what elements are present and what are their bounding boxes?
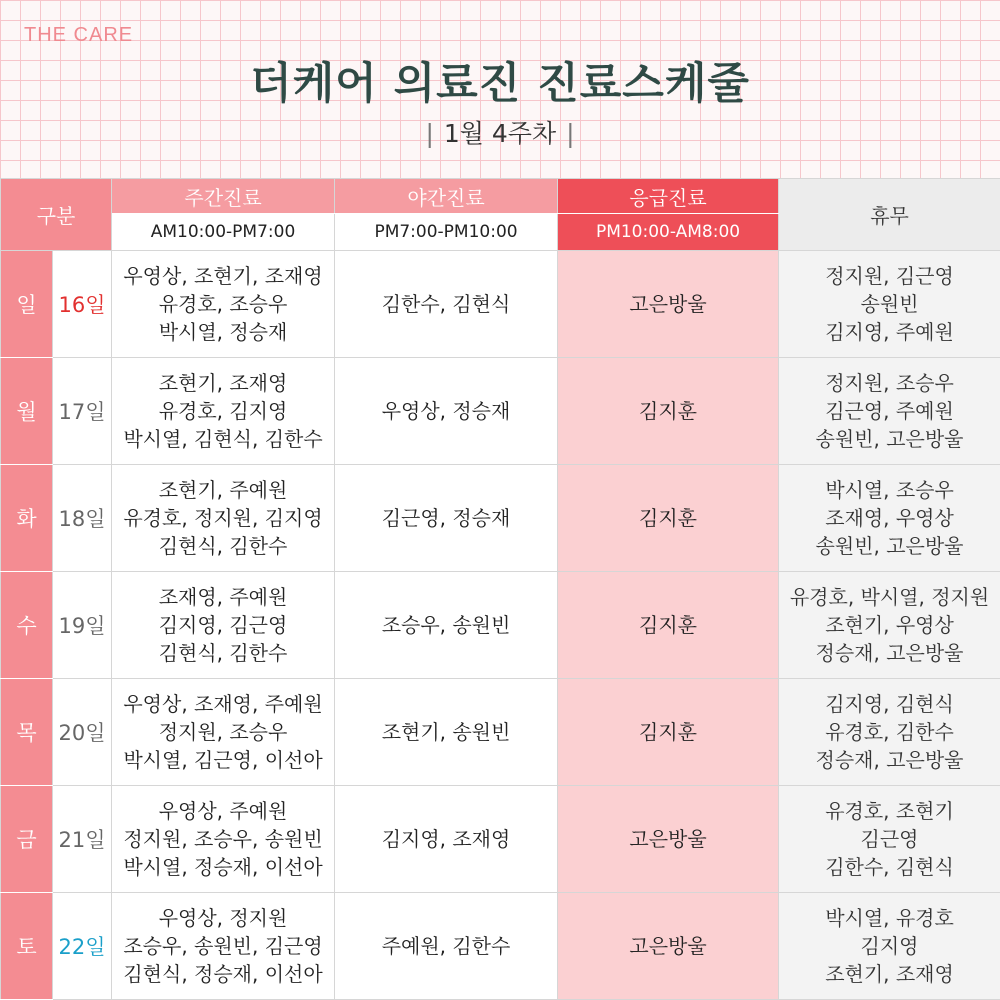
day-shift-cell xyxy=(112,251,335,358)
staff-line: 박시열, 유경호 xyxy=(825,906,954,930)
rest-cell xyxy=(779,251,1000,358)
night-shift-cell: 조현기, 송원빈 xyxy=(335,679,558,786)
header-emergency-time: PM10:00-AM8:00 xyxy=(558,214,779,251)
staff-line: 김지영, 주예원 xyxy=(825,320,954,344)
staff-line: 조현기, 주예원 xyxy=(158,478,288,502)
day-of-week: 수 xyxy=(1,572,53,679)
staff-line: 정지원, 조승우, 송원빈 xyxy=(123,827,323,851)
staff-line: 박시열, 조승우 xyxy=(825,478,954,502)
staff-line: 김현식, 김한수 xyxy=(158,534,288,558)
day-shift-cell xyxy=(112,893,335,1000)
staff-line: 김현식, 정승재, 이선아 xyxy=(123,962,323,986)
table-row xyxy=(1,465,1000,572)
table-row xyxy=(1,251,1000,358)
rest-cell xyxy=(779,572,1000,679)
staff-line: 유경호, 조승우 xyxy=(158,292,288,316)
table-row xyxy=(1,572,1000,679)
day-of-week: 목 xyxy=(1,679,53,786)
staff-line: 조현기, 우영상 xyxy=(825,613,954,637)
day-date: 16일 xyxy=(53,251,112,358)
day-of-week: 토 xyxy=(1,893,53,1000)
staff-line: 조재영, 우영상 xyxy=(825,506,954,530)
page-subtitle xyxy=(0,114,1000,150)
day-date: 21일 xyxy=(53,786,112,893)
night-shift-cell: 김한수, 김현식 xyxy=(335,251,558,358)
rest-cell xyxy=(779,679,1000,786)
header-rest: 휴무 xyxy=(779,179,1000,251)
table-row xyxy=(1,358,1000,465)
night-shift-cell: 주예원, 김한수 xyxy=(335,893,558,1000)
staff-line: 조현기, 조재영 xyxy=(158,371,288,395)
staff-line: 김지영, 김근영 xyxy=(158,613,288,637)
day-shift-cell xyxy=(112,465,335,572)
header-night-time: PM7:00-PM10:00 xyxy=(335,214,558,251)
page-title: 더케어 의료진 진료스케줄 xyxy=(250,59,750,109)
day-shift-cell xyxy=(112,786,335,893)
day-date: 18일 xyxy=(53,465,112,572)
emergency-shift-cell: 고은방울 xyxy=(558,251,779,358)
staff-line: 유경호, 박시열, 정지원 xyxy=(789,585,990,609)
staff-line: 김한수, 김현식 xyxy=(825,855,954,879)
day-of-week: 화 xyxy=(1,465,53,572)
subtitle-divider-right: | xyxy=(566,119,575,148)
day-shift-cell xyxy=(112,358,335,465)
staff-line: 김근영 xyxy=(860,827,919,851)
header-day-shift: 주간진료 xyxy=(112,179,335,214)
night-shift-cell: 우영상, 정승재 xyxy=(335,358,558,465)
table-row xyxy=(1,893,1000,1000)
staff-line: 조승우, 송원빈, 김근영 xyxy=(123,934,323,958)
staff-line: 송원빈, 고은방울 xyxy=(815,427,964,451)
staff-line: 박시열, 정승재, 이선아 xyxy=(123,855,323,879)
staff-line: 우영상, 정지원 xyxy=(158,906,288,930)
staff-line: 정승재, 고은방울 xyxy=(815,641,964,665)
staff-line: 유경호, 김한수 xyxy=(825,720,954,744)
staff-line: 김현식, 김한수 xyxy=(158,641,288,665)
staff-line: 정지원, 김근영 xyxy=(825,264,954,288)
staff-line: 박시열, 김근영, 이선아 xyxy=(123,748,323,772)
staff-line: 박시열, 정승재 xyxy=(158,320,288,344)
staff-line: 김지영, 김현식 xyxy=(825,692,954,716)
emergency-shift-cell: 고은방울 xyxy=(558,893,779,1000)
rest-cell xyxy=(779,786,1000,893)
night-shift-cell: 김근영, 정승재 xyxy=(335,465,558,572)
staff-line: 우영상, 조현기, 조재영 xyxy=(123,264,323,288)
emergency-shift-cell: 김지훈 xyxy=(558,679,779,786)
night-shift-cell: 김지영, 조재영 xyxy=(335,786,558,893)
staff-line: 조재영, 주예원 xyxy=(158,585,288,609)
day-shift-cell xyxy=(112,572,335,679)
night-shift-cell: 조승우, 송원빈 xyxy=(335,572,558,679)
emergency-shift-cell: 김지훈 xyxy=(558,358,779,465)
header-night-shift: 야간진료 xyxy=(335,179,558,214)
staff-line: 김근영, 주예원 xyxy=(825,399,954,423)
staff-line: 조현기, 조재영 xyxy=(825,962,954,986)
day-of-week: 월 xyxy=(1,358,53,465)
brand-logo-text: THE CARE xyxy=(24,24,134,46)
day-shift-cell xyxy=(112,679,335,786)
staff-line: 정승재, 고은방울 xyxy=(815,748,964,772)
rest-cell xyxy=(779,893,1000,1000)
emergency-shift-cell: 김지훈 xyxy=(558,465,779,572)
table-row xyxy=(1,786,1000,893)
staff-line: 우영상, 조재영, 주예원 xyxy=(123,692,323,716)
day-date: 19일 xyxy=(53,572,112,679)
staff-line: 유경호, 김지영 xyxy=(158,399,288,423)
header-gubun: 구분 xyxy=(1,179,112,251)
day-date: 17일 xyxy=(53,358,112,465)
day-date: 22일 xyxy=(53,893,112,1000)
staff-line: 정지원, 조승우 xyxy=(825,371,954,395)
staff-line: 송원빈, 고은방울 xyxy=(815,534,964,558)
staff-line: 유경호, 조현기 xyxy=(825,799,954,823)
day-date: 20일 xyxy=(53,679,112,786)
header-day-time: AM10:00-PM7:00 xyxy=(112,214,335,251)
table-row xyxy=(1,679,1000,786)
schedule-table xyxy=(0,178,1000,1000)
emergency-shift-cell: 김지훈 xyxy=(558,572,779,679)
staff-line: 정지원, 조승우 xyxy=(158,720,288,744)
staff-line: 유경호, 정지원, 김지영 xyxy=(123,506,323,530)
header-emergency-shift: 응급진료 xyxy=(558,179,779,214)
rest-cell xyxy=(779,358,1000,465)
day-of-week: 금 xyxy=(1,786,53,893)
staff-line: 우영상, 주예원 xyxy=(158,799,288,823)
week-label: 1월 4주차 xyxy=(443,119,557,148)
subtitle-divider-left: | xyxy=(425,119,434,148)
staff-line: 송원빈 xyxy=(860,292,919,316)
staff-line: 김지영 xyxy=(860,934,919,958)
rest-cell xyxy=(779,465,1000,572)
emergency-shift-cell: 고은방울 xyxy=(558,786,779,893)
day-of-week: 일 xyxy=(1,251,53,358)
staff-line: 박시열, 김현식, 김한수 xyxy=(123,427,323,451)
